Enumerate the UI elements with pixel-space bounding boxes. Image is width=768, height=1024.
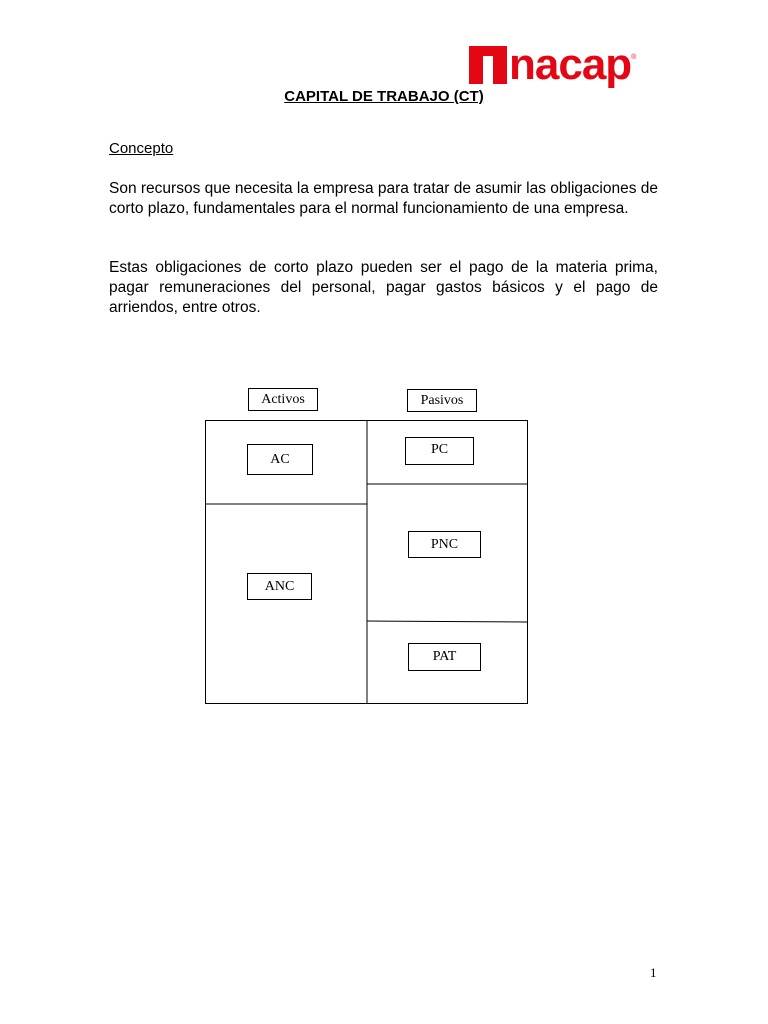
pnc-label: PNC (408, 531, 481, 558)
ac-label: AC (247, 444, 313, 475)
pc-label: PC (405, 437, 474, 465)
section-heading: Concepto (109, 140, 174, 157)
page-number: 1 (650, 965, 657, 980)
inacap-logo (469, 42, 636, 88)
logo-mark-icon (469, 46, 507, 84)
paragraph-1: Son recursos que necesita la empresa para tratar de asumir las obligaciones de corto plazo, fundamentales para el normal funcionamiento de una empresa. (109, 180, 658, 217)
registered-mark-icon: ® (631, 54, 637, 61)
logo-text: nacap (509, 40, 632, 89)
pat-label: PAT (408, 643, 481, 671)
document-title: CAPITAL DE TRABAJO (CT) (284, 88, 484, 105)
pasivos-label: Pasivos (407, 389, 477, 412)
paragraph-2: Estas obligaciones de corto plazo pueden ser el pago de la materia prima, pagar remuneraciones del personal, pagar gastos básicos y el pago de arriendos, entre otros. (109, 259, 658, 316)
diagram-right-divider-bottom (367, 621, 528, 622)
activos-label: Activos (248, 388, 318, 411)
anc-label: ANC (247, 573, 312, 600)
